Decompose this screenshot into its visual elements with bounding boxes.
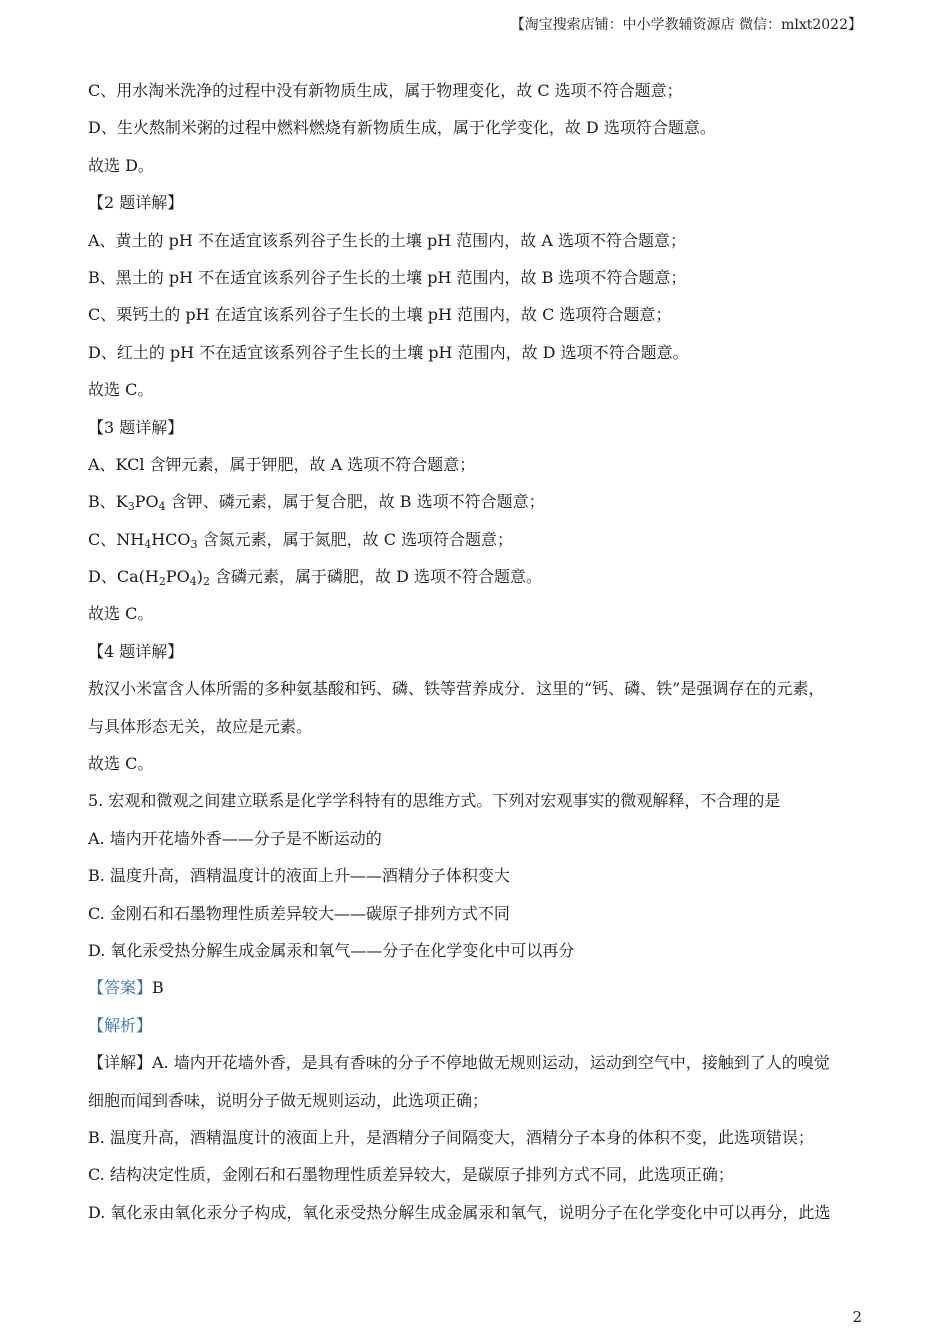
option-c: C. 金刚石和石墨物理性质差异较大——碳原子排列方式不同 <box>88 903 510 923</box>
text-line: 故选 D。 <box>88 155 154 175</box>
text-line: 故选 C。 <box>88 754 154 774</box>
option-a: A. 墙内开花墙外香——分子是不断运动的 <box>88 828 382 848</box>
question-stem: 5. 宏观和微观之间建立联系是化学学科特有的思维方式。下列对宏观事实的微观解释，不合理的是 <box>88 791 781 811</box>
text-line: C、$NH_4HCO_3$ 含氮元素，属于氮肥，故 C 选项符合题意； <box>88 529 514 551</box>
text-line: C、用水淘米洗净的过程中没有新物质生成，属于物理变化，故 C 选项不符合题意； <box>88 81 683 100</box>
text-line: C. 结构决定性质，金刚石和石墨物理性质差异较大，是碳原子排列方式不同，此选项正确； <box>88 1165 734 1185</box>
text-line: B、黑土的 pH 不在适宜该系列谷子生长的土壤 pH 范围内，故 B 选项不符合题意； <box>88 267 687 287</box>
page-number: 2 <box>852 1308 862 1326</box>
analysis-tag: 【解析】 <box>88 1015 153 1035</box>
text-line: D、$Ca(H_2PO_4)_2$ 含磷元素，属于磷肥，故 D 选项不符合题意。 <box>88 567 543 589</box>
text-line: 与具体形态无关，故应是元素。 <box>88 716 313 736</box>
section-heading: 【2 题详解】 <box>88 193 184 213</box>
section-heading: 【4 题详解】 <box>88 641 184 661</box>
option-d: D. 氧化汞受热分解生成金属汞和氧气——分子在化学变化中可以再分 <box>88 940 575 960</box>
shop-header: 【淘宝搜索店铺：中小学教辅资源店 微信：mlxt2022】 <box>510 17 862 33</box>
text-line: D、生火熬制米粥的过程中燃料燃烧有新物质生成，属于化学变化，故 D 选项符合题意。 <box>88 118 716 138</box>
text-line: D、红土的 pH 不在适宜该系列谷子生长的土壤 pH 范围内，故 D 选项不符合题意。 <box>88 342 689 362</box>
text-line: D. 氧化汞由氧化汞分子构成，氧化汞受热分解生成金属汞和氧气，说明分子在化学变化中可以再分，此选 <box>88 1202 831 1222</box>
text-line: 故选 C。 <box>88 604 154 624</box>
document-body <box>88 76 864 1235</box>
text-line: A、黄土的 pH 不在适宜该系列谷子生长的土壤 pH 范围内，故 A 选项不符合题意； <box>88 230 687 250</box>
text-line: B、$K_3PO_4$ 含钾、磷元素，属于复合肥，故 B 选项不符合题意； <box>88 492 545 514</box>
text-line: 敖汉小米富含人体所需的多种氨基酸和钙、磷、铁等营养成分．这里的“钙、磷、铁”是强调存在的元素， <box>88 679 825 699</box>
text-line: 细胞而闻到香味，说明分子做无规则运动，此选项正确； <box>88 1090 489 1110</box>
answer-line <box>88 973 864 1010</box>
text-line: B. 温度升高，酒精温度计的液面上升，是酒精分子间隔变大，酒精分子本身的体积不变，此选项错误； <box>88 1127 814 1147</box>
text-line: 【详解】A. 墙内开花墙外香，是具有香味的分子不停地做无规则运动，运动到空气中，接触到了人的嗅觉 <box>88 1053 830 1073</box>
text-line: 故选 C。 <box>88 380 154 400</box>
analysis-line <box>88 1011 864 1048</box>
section-heading: 【3 题详解】 <box>88 417 184 437</box>
text-line: A、KCl 含钾元素，属于钾肥，故 A 选项不符合题意； <box>88 454 476 474</box>
answer-tag: 【答案】 <box>88 978 153 998</box>
option-b: B. 温度升高，酒精温度计的液面上升——酒精分子体积变大 <box>88 866 510 886</box>
answer-value: B <box>152 978 164 998</box>
text-line: C、栗钙土的 pH 在适宜该系列谷子生长的土壤 pH 范围内，故 C 选项符合题意； <box>88 305 672 325</box>
